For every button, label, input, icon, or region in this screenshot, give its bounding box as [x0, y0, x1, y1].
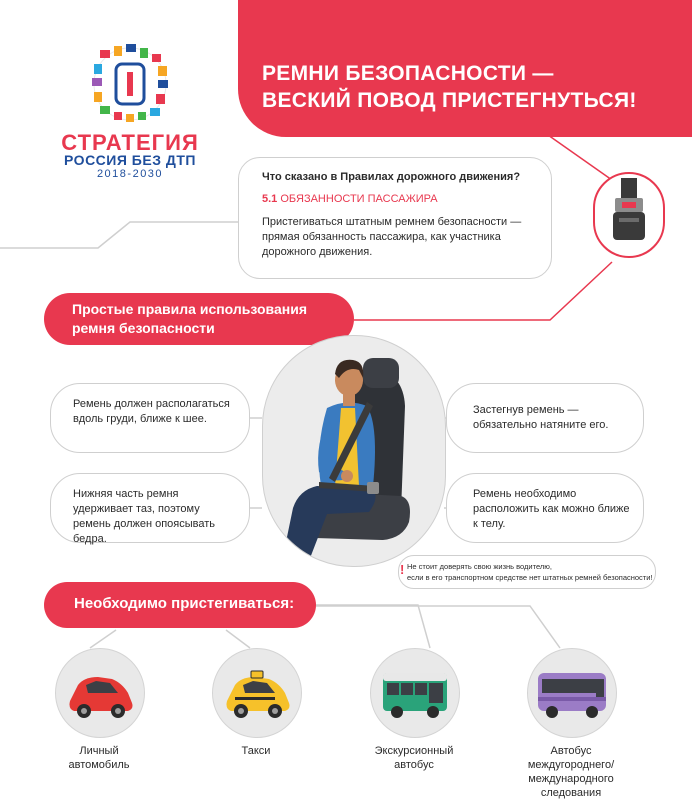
- tip-tighten: Застегнув ремень — обязательно натяните его.: [446, 383, 644, 453]
- simple-rules-heading-line2: ремня безопасности: [72, 320, 215, 336]
- tour-bus-icon: [371, 649, 459, 737]
- exclamation-icon: !: [400, 562, 405, 577]
- must-buckle-heading: Необходимо пристегиваться:: [44, 582, 316, 628]
- logo-subtitle: РОССИЯ БЕЗ ДТП: [64, 152, 196, 168]
- vehicle-label-line: междугороднего/: [527, 759, 615, 771]
- vehicle-label-line: автомобиль: [68, 759, 130, 771]
- vehicle-label-line: следования: [540, 787, 602, 799]
- vehicle-label-line: Личный: [79, 745, 119, 757]
- red-car-icon: [56, 649, 144, 737]
- tip-hips: Нижняя часть ремня удерживает таз, поэтому ремень должен опоясывать бедра.: [50, 473, 250, 543]
- coach-bus-icon: [528, 649, 616, 737]
- taxi-icon: [213, 649, 301, 737]
- header-title: [262, 60, 682, 114]
- rules-body: Пристегиваться штатным ремнем безопасности — прямая обязанность пассажира, как участника дорожного движения.: [262, 216, 522, 258]
- logo-years: 2018-2030: [96, 168, 164, 180]
- vehicle-coach-bus: [527, 648, 617, 738]
- vehicle-personal-car-label: [34, 744, 164, 772]
- header-title-line2: ВЕСКИЙ ПОВОД ПРИСТЕГНУТЬСЯ!: [262, 89, 637, 112]
- vehicle-taxi: [212, 648, 302, 738]
- rules-question: Что сказано в Правилах дорожного движения?: [262, 171, 521, 183]
- warning-line1: Не стоит доверять свою жизнь водителю,: [407, 562, 552, 571]
- tip-close-to-body: Ремень необходимо расположить как можно ближе к телу.: [446, 473, 644, 543]
- seatbelt-buckle-badge: [593, 172, 665, 258]
- rules-section-title: ОБЯЗАННОСТИ ПАССАЖИРА: [280, 193, 438, 205]
- vehicle-label-line: Автобус: [550, 745, 592, 757]
- seatbelt-buckle-icon: [595, 174, 663, 256]
- warning-line2: если в его транспортном средстве нет штатных ремней безопасности!: [407, 573, 653, 582]
- vehicle-tour-bus: [370, 648, 460, 738]
- vehicle-tour-bus-label: [349, 744, 479, 772]
- vehicle-coach-bus-label: [506, 744, 636, 800]
- tip-chest: Ремень должен располагаться вдоль груди, ближе к шее.: [50, 383, 250, 453]
- warning-text: [407, 561, 653, 583]
- rules-section-number: 5.1: [262, 193, 278, 205]
- logo-title: СТРАТЕГИЯ: [61, 130, 199, 155]
- vehicle-label-line: Такси: [241, 745, 271, 757]
- vehicle-label-line: автобус: [394, 759, 434, 771]
- vehicle-taxi-label: [191, 744, 321, 758]
- header-title-line1: РЕМНИ БЕЗОПАСНОСТИ —: [262, 62, 554, 85]
- rules-section: [262, 193, 542, 205]
- vehicle-personal-car: [55, 648, 145, 738]
- logo-emblem-icon: [40, 40, 220, 132]
- simple-rules-heading-line1: Простые правила использования: [72, 301, 307, 317]
- vehicle-label-line: Экскурсионный: [374, 745, 454, 757]
- simple-rules-heading: [44, 293, 354, 345]
- vehicle-label-line: международного: [528, 773, 614, 785]
- belted-passenger-icon: [263, 336, 445, 566]
- passenger-illustration: [262, 335, 446, 567]
